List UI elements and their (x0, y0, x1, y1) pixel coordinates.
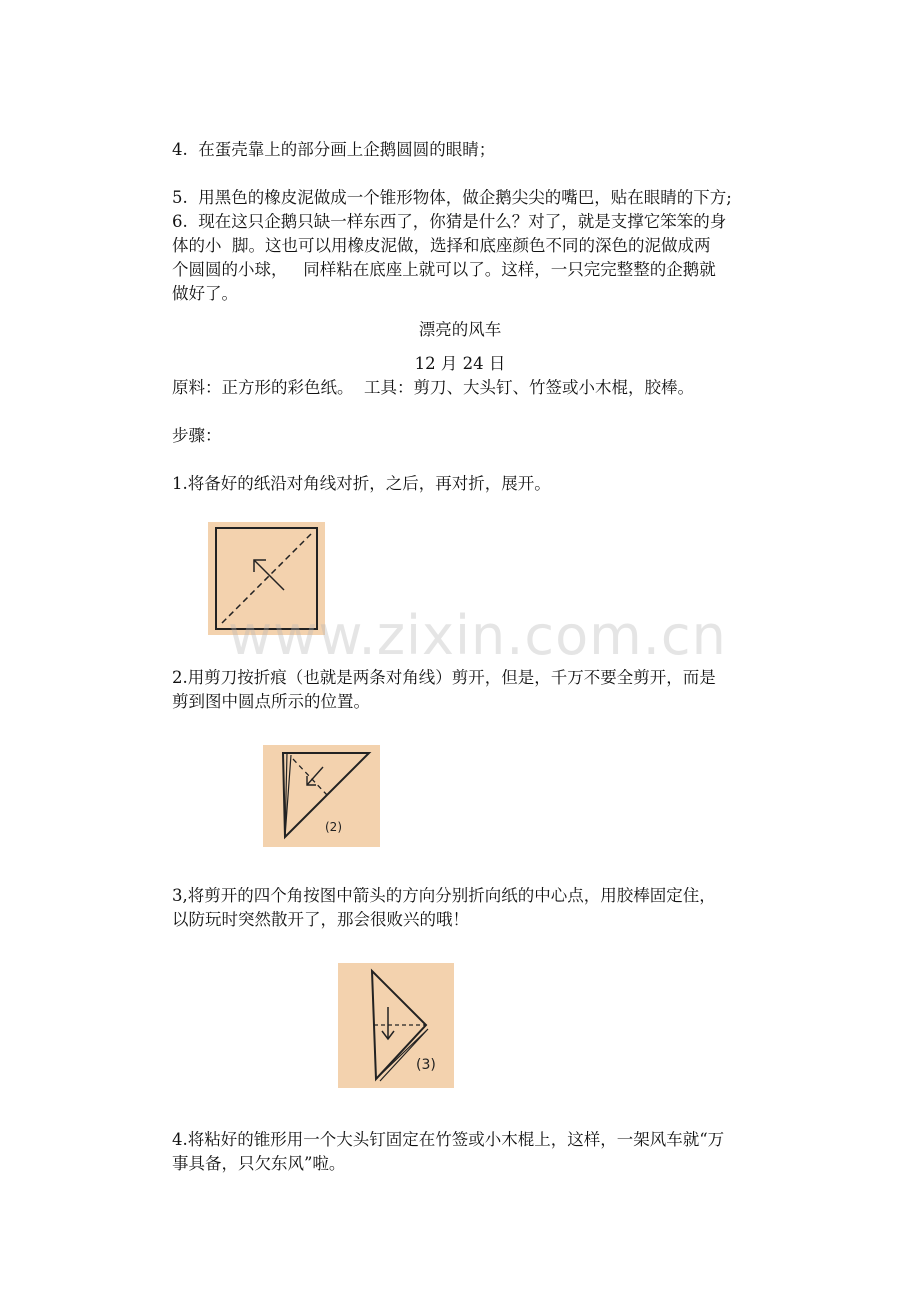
figure-2-label: (2) (325, 820, 342, 834)
step-2-line-2: 剪到图中圆点所示的位置。 (172, 692, 370, 711)
step-2-line-1: 2.用剪刀按折痕（也就是两条对角线）剪开，但是，千万不要全剪开，而是 (172, 668, 716, 687)
steps-label: 步骤： (172, 426, 222, 445)
step-6-line-4: 做好了。 (172, 284, 238, 303)
step-3-line-2: 以防玩时突然散开了，那会很败兴的哦！ (172, 910, 469, 929)
step-6-line-1: 6. 现在这只企鹅只缺一样东西了，你猜是什么？对了，就是支撑它笨笨的身 (172, 212, 727, 231)
step-4-eyes: 4. 在蛋壳靠上的部分画上企鹅圆圆的眼睛； (172, 140, 496, 159)
step-6-line-3: 个圆圆的小球， 同样粘在底座上就可以了。这样，一只完完整整的企鹅就 (172, 260, 716, 279)
figure-2-triangle-fold (263, 745, 380, 847)
step-5-beak: 5. 用黑色的橡皮泥做成一个锥形物体，做企鹅尖尖的嘴巴，贴在眼睛的下方; (172, 188, 732, 207)
step-3-line-1: 3,将剪开的四个角按图中箭头的方向分别折向纸的中心点，用胶棒固定住， (172, 886, 716, 905)
step-4-line-2: 事具备，只欠东风”啦。 (172, 1154, 346, 1173)
step-6-line-2: 体的小 脚。这也可以用橡皮泥做，选择和底座颜色不同的深色的泥做成两 (172, 236, 711, 255)
watermark: www.zixin.com.cn (228, 604, 727, 667)
figure-3-label: (3) (416, 1057, 436, 1073)
materials-line: 原料：正方形的彩色纸。 工具：剪刀、大头钉、竹签或小木棍，胶棒。 (172, 378, 694, 397)
step-1-text: 1.将备好的纸沿对角线对折，之后，再对折，展开。 (172, 474, 551, 493)
figure-3-half-triangle (338, 963, 454, 1088)
section-title: 漂亮的风车 (418, 320, 502, 339)
section-date: 12 月 24 日 (414, 354, 506, 373)
step-4-line-1: 4.将粘好的锥形用一个大头钉固定在竹签或小木棍上，这样，一架风车就“万 (172, 1130, 725, 1149)
figure-1-square-fold (208, 522, 325, 635)
